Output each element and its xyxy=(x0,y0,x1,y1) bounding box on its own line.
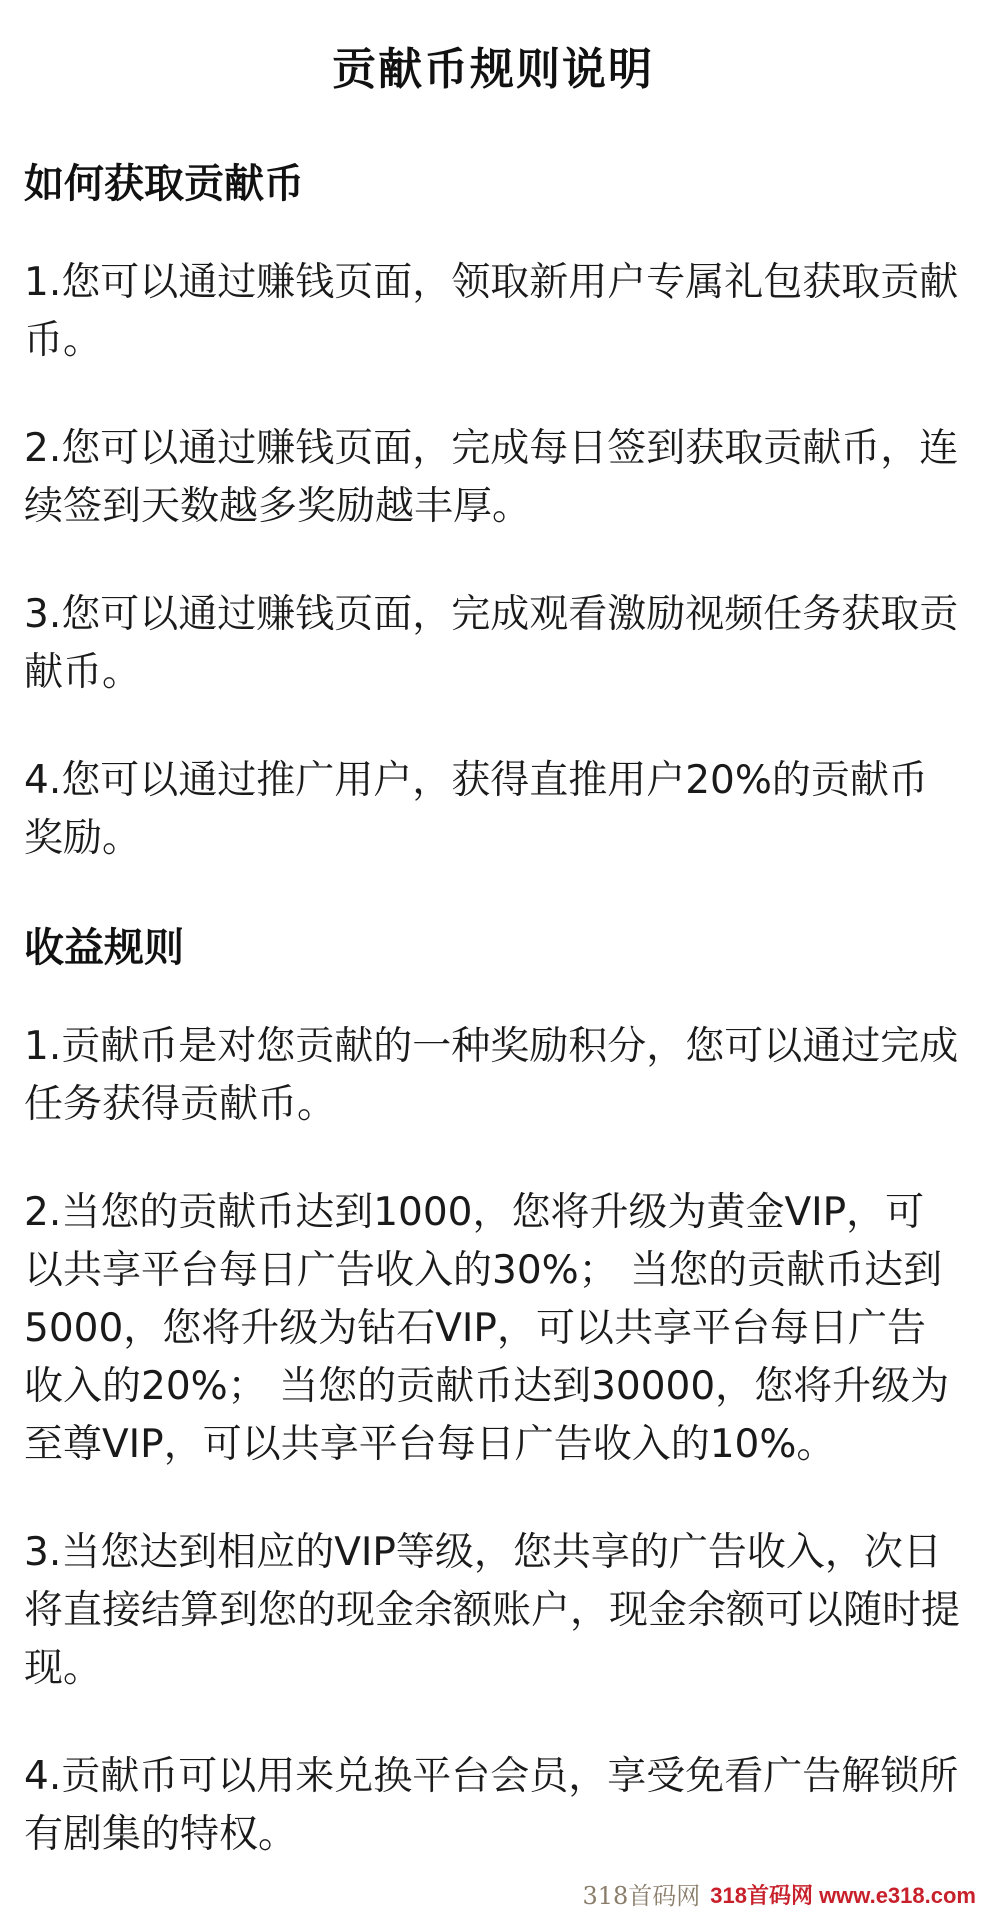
section-heading-earnings-rules: 收益规则 xyxy=(24,925,184,971)
rule-item: 2.您可以通过赚钱页面，完成每日签到获取贡献币，连续签到天数越多奖励越丰厚。 xyxy=(24,426,959,529)
rule-item: 1.您可以通过赚钱页面，领取新用户专属礼包获取贡献币。 xyxy=(24,260,959,363)
page-title: 贡献币规则说明 xyxy=(332,44,654,95)
rule-item: 1.贡献币是对您贡献的一种奖励积分，您可以通过完成任务获得贡献币。 xyxy=(24,1024,959,1127)
rule-item: 4.您可以通过推广用户，获得直推用户20%的贡献币奖励。 xyxy=(24,758,928,861)
watermark xyxy=(582,1876,980,1916)
rule-item: 2.当您的贡献币达到1000，您将升级为黄金VIP，可以共享平台每日广告收入的30%； 当您的贡献币达到5000，您将升级为钻石VIP，可以共享平台每日广告收入的20%； 当您的贡献币达到30000，您将升级为至尊VIP，可以共享平台每日广告收入的10%。 xyxy=(24,1190,950,1467)
rule-item: 3.当您达到相应的VIP等级，您共享的广告收入，次日将直接结算到您的现金余额账户，现金余额可以随时提现。 xyxy=(24,1530,961,1691)
watermark-text: 318首码网 xyxy=(582,1882,701,1910)
rule-item: 4.贡献币可以用来兑换平台会员，享受免看广告解锁所有剧集的特权。 xyxy=(24,1754,959,1857)
watermark-badge: 318首码网 www.e318.com xyxy=(706,1876,980,1916)
rule-item: 3.您可以通过赚钱页面，完成观看激励视频任务获取贡献币。 xyxy=(24,592,959,695)
section-heading-how-to-get: 如何获取贡献币 xyxy=(24,161,304,207)
